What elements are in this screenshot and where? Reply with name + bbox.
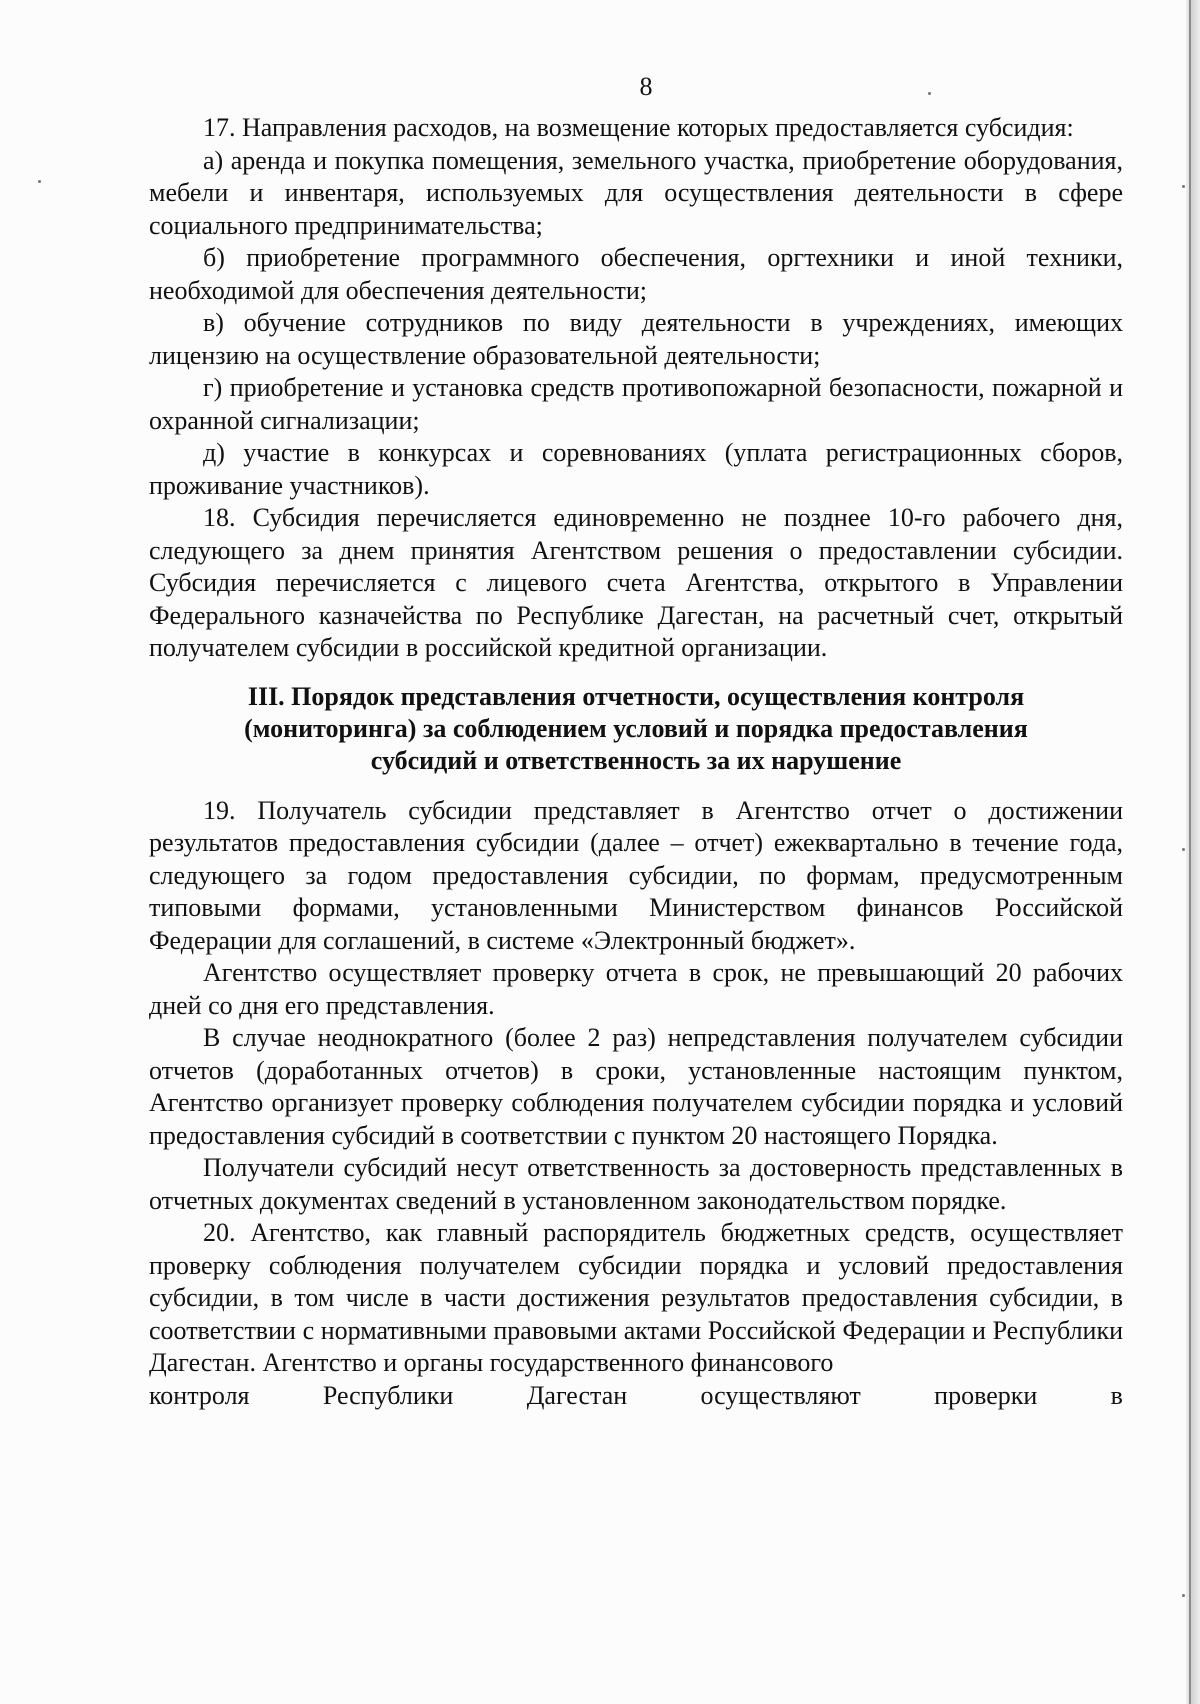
paragraph-20: 20. Агентство, как главный распорядитель бюджетных средств, осуществляет проверку соблюдения получателем субсидии порядка и условий предоставления субсидии, в том числе в части достижения результатов предоставления субсидии, в соответствии с нормативными правовыми актами Российской Федерации и Республики Дагестан. Агентство и органы государственного финансового — [149, 1218, 1123, 1377]
paragraph-18: 18. Субсидия перечисляется единовременно не позднее 10-го рабочего дня, следующего за днем принятия Агентством решения о предоставлении субсидии. Субсидия перечисляется с лицевого счета Агентства, открытого в Управлении Федерального казначейства по Республике Дагестан, на расчетный счет, открытый получателем субсидии в российской кредитной организации. — [149, 503, 1123, 662]
scan-speck — [1182, 848, 1185, 851]
list-item-d: д) участие в конкурсах и соревнованиях (уплата регистрационных сборов, проживание участников). — [149, 438, 1123, 500]
final-line-word: в — [1110, 1380, 1123, 1410]
scan-speck — [1182, 185, 1185, 188]
list-item-v: в) обучение сотрудников по виду деятельности в учреждениях, имеющих лицензию на осуществление образовательной деятельности; — [149, 308, 1123, 370]
paragraph-19: 19. Получатель субсидии представляет в Агентство отчет о достижении результатов предоставления субсидии (далее – отчет) ежеквартально в течение года, следующего за годом предоставления субсидии, по формам, предусмотренным типовыми формами, установленными Министерством финансов Российской Федерации для соглашений, в системе «Электронный бюджет». — [149, 795, 1123, 955]
list-item-b: б) приобретение программного обеспечения, оргтехники и иной техники, необходимой для обеспечения деятельности; — [149, 243, 1123, 305]
final-line-word: проверки — [934, 1380, 1038, 1410]
final-line — [149, 1380, 1123, 1413]
final-line-word: Республики — [322, 1380, 454, 1410]
list-item-a: а) аренда и покупка помещения, земельного участка, приобретение оборудования, мебели и инвентаря, используемых для осуществления деятельности в сфере социального предпринимательства; — [149, 145, 1123, 240]
final-line-word: контроля — [149, 1380, 250, 1410]
document-page — [149, 72, 1123, 1412]
final-line-word: осуществляют — [700, 1380, 861, 1410]
section-heading-line: субсидий и ответственность за их нарушение — [370, 745, 902, 775]
scan-edge — [1186, 0, 1200, 1704]
page-number: 8 — [639, 72, 653, 101]
paragraph-17: 17. Направления расходов, на возмещение которых предоставляется субсидия: — [203, 113, 1074, 142]
section-heading-line: (мониторинга) за соблюдением условий и порядка предоставления — [244, 713, 1028, 743]
paragraph-responsibility: Получатели субсидий несут ответственность за достоверность представленных в отчетных документах сведений в установленном законодательством порядке. — [149, 1153, 1123, 1215]
section-heading-line: III. Порядок представления отчетности, осуществления контроля — [247, 681, 1025, 711]
list-item-g: г) приобретение и установка средств противопожарной безопасности, пожарной и охранной сигнализации; — [149, 373, 1123, 435]
section-heading — [159, 681, 1113, 777]
scan-edge-rule — [1189, 0, 1191, 1704]
final-line-word: Дагестан — [526, 1380, 628, 1410]
paragraph-review-term: Агентство осуществляет проверку отчета в срок, не превышающий 20 рабочих дней со дня его представления. — [149, 958, 1123, 1020]
scan-speck — [38, 180, 41, 183]
paragraph-repeated-failure: В случае неоднократного (более 2 раз) непредставления получателем субсидии отчетов (доработанных отчетов) в сроки, установленные настоящим пунктом, Агентство организует проверку соблюдения получателем субсидии порядка и условий предоставления субсидий в соответствии с пунктом 20 настоящего Порядка. — [149, 1023, 1123, 1150]
scan-speck — [1182, 1594, 1185, 1597]
